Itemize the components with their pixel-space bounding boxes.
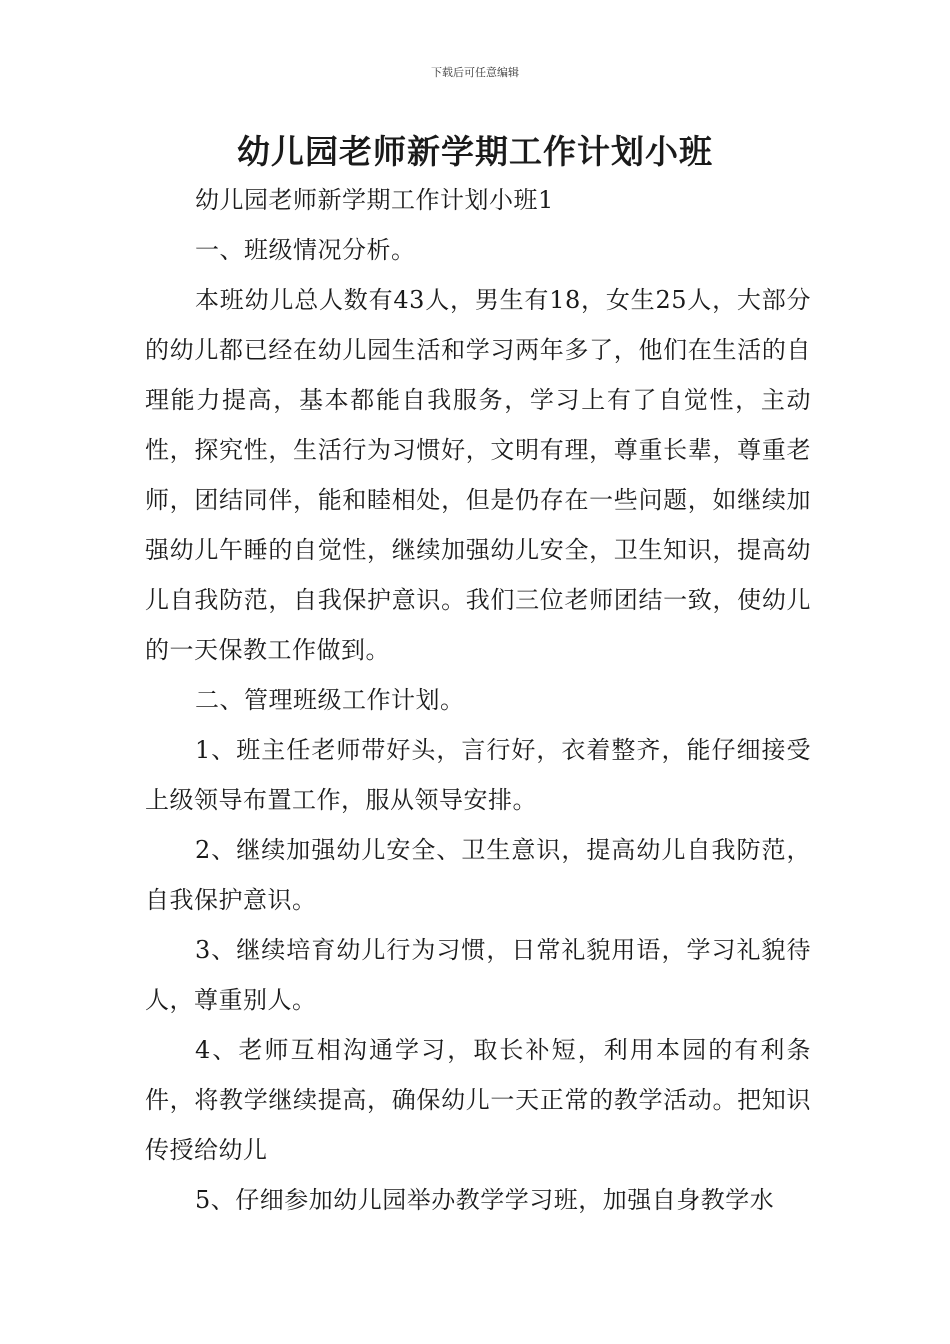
list-item-2: 2、继续加强幼儿安全、卫生意识，提高幼儿自我防范，自我保护意识。 [145,836,811,914]
document-body [145,175,811,1225]
list-item-4: 4、老师互相沟通学习，取长补短，利用本园的有利条件，将教学继续提高，确保幼儿一天正常的教学活动。把知识传授给幼儿 [145,1036,811,1164]
body-paragraph: 本班幼儿总人数有43人，男生有18，女生25人，大部分的幼儿都已经在幼儿园生活和学习两年多了，他们在生活的自理能力提高，基本都能自我服务，学习上有了自觉性，主动性，探究性，生活行为习惯好，文明有理，尊重长辈，尊重老师，团结同伴，能和睦相处，但是仍存在一些问题，如继续加强幼儿午睡的自觉性，继续加强幼儿安全，卫生知识，提高幼儿自我防范，自我保护意识。我们三位老师团结一致，使幼儿的一天保教工作做到。 [145,286,811,664]
list-item-3: 3、继续培育幼儿行为习惯，日常礼貌用语，学习礼貌待人，尊重别人。 [145,936,811,1014]
list-item-1: 1、班主任老师带好头，言行好，衣着整齐，能仔细接受上级领导布置工作，服从领导安排。 [145,736,811,814]
subtitle-paragraph: 幼儿园老师新学期工作计划小班1 [195,186,554,214]
document-title: 幼儿园老师新学期工作计划小班 [237,132,713,171]
header-note: 下载后可任意编辑 [431,66,519,79]
section-heading-2: 二、管理班级工作计划。 [195,686,465,714]
section-heading-1: 一、班级情况分析。 [195,236,416,264]
list-item-5: 5、仔细参加幼儿园举办教学学习班，加强自身教学水 [195,1186,775,1214]
